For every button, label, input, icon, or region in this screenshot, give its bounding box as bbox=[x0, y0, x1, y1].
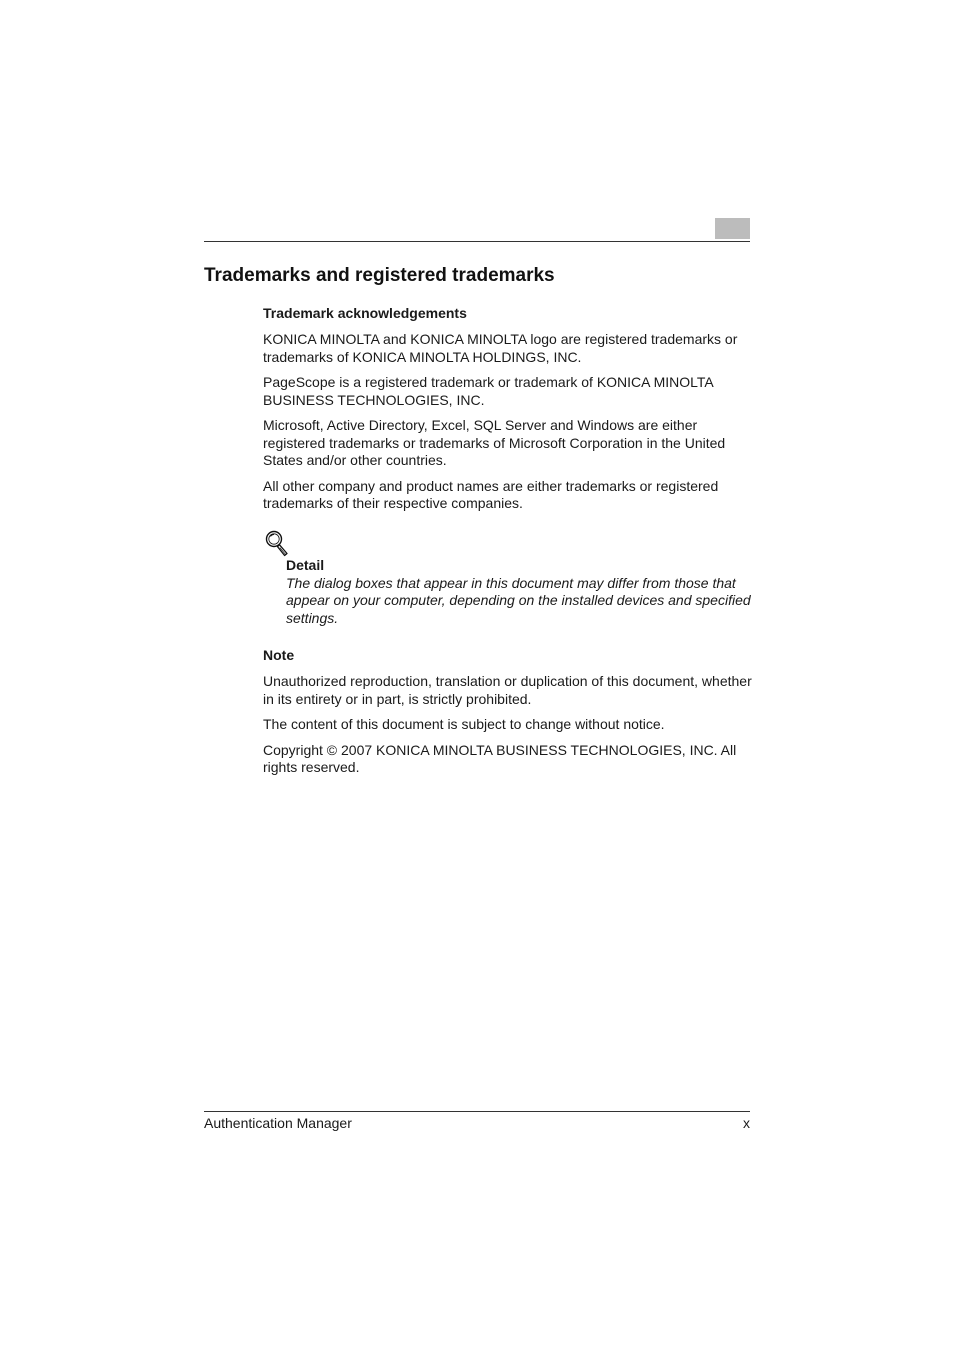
header-tab-marker bbox=[715, 218, 750, 239]
detail-text: The dialog boxes that appear in this document may differ from those that appear on your computer, depending on the installed devices and specified settings. bbox=[286, 574, 751, 626]
footer-product-name: Authentication Manager bbox=[204, 1115, 352, 1131]
copyright-paragraph: Copyright © 2007 KONICA MINOLTA BUSINESS TECHNOLOGIES, INC. All rights reserved. bbox=[263, 741, 737, 775]
note-paragraph: The content of this document is subject to change without notice. bbox=[263, 716, 665, 732]
note-paragraph: Unauthorized reproduction, translation or duplication of this document, whether in its entirety or in part, is strictly prohibited. bbox=[263, 673, 752, 707]
trademark-paragraph: KONICA MINOLTA and KONICA MINOLTA logo are registered trademarks or trademarks of KONICA MINOLTA HOLDINGS, INC. bbox=[263, 331, 738, 365]
trademark-paragraph: All other company and product names are either trademarks or registered trademarks of their respective companies. bbox=[263, 477, 719, 511]
detail-callout bbox=[263, 529, 753, 628]
trademark-paragraph: Microsoft, Active Directory, Excel, SQL Server and Windows are either registered trademarks or trademarks of Microsoft Corporation in the United States and/or other countries. bbox=[263, 417, 726, 468]
footer-rule bbox=[204, 1111, 750, 1112]
header-rule bbox=[204, 241, 750, 242]
trademark-acknowledgements-heading: Trademark acknowledgements bbox=[263, 305, 467, 321]
footer-page-number: x bbox=[743, 1115, 750, 1131]
magnifier-icon bbox=[264, 529, 290, 557]
note-heading: Note bbox=[263, 647, 295, 663]
trademark-paragraph: PageScope is a registered trademark or trademark of KONICA MINOLTA BUSINESS TECHNOLOGIES, INC. bbox=[263, 374, 713, 408]
main-content bbox=[263, 304, 753, 785]
detail-label: Detail bbox=[286, 556, 325, 573]
page-title: Trademarks and registered trademarks bbox=[204, 265, 555, 286]
